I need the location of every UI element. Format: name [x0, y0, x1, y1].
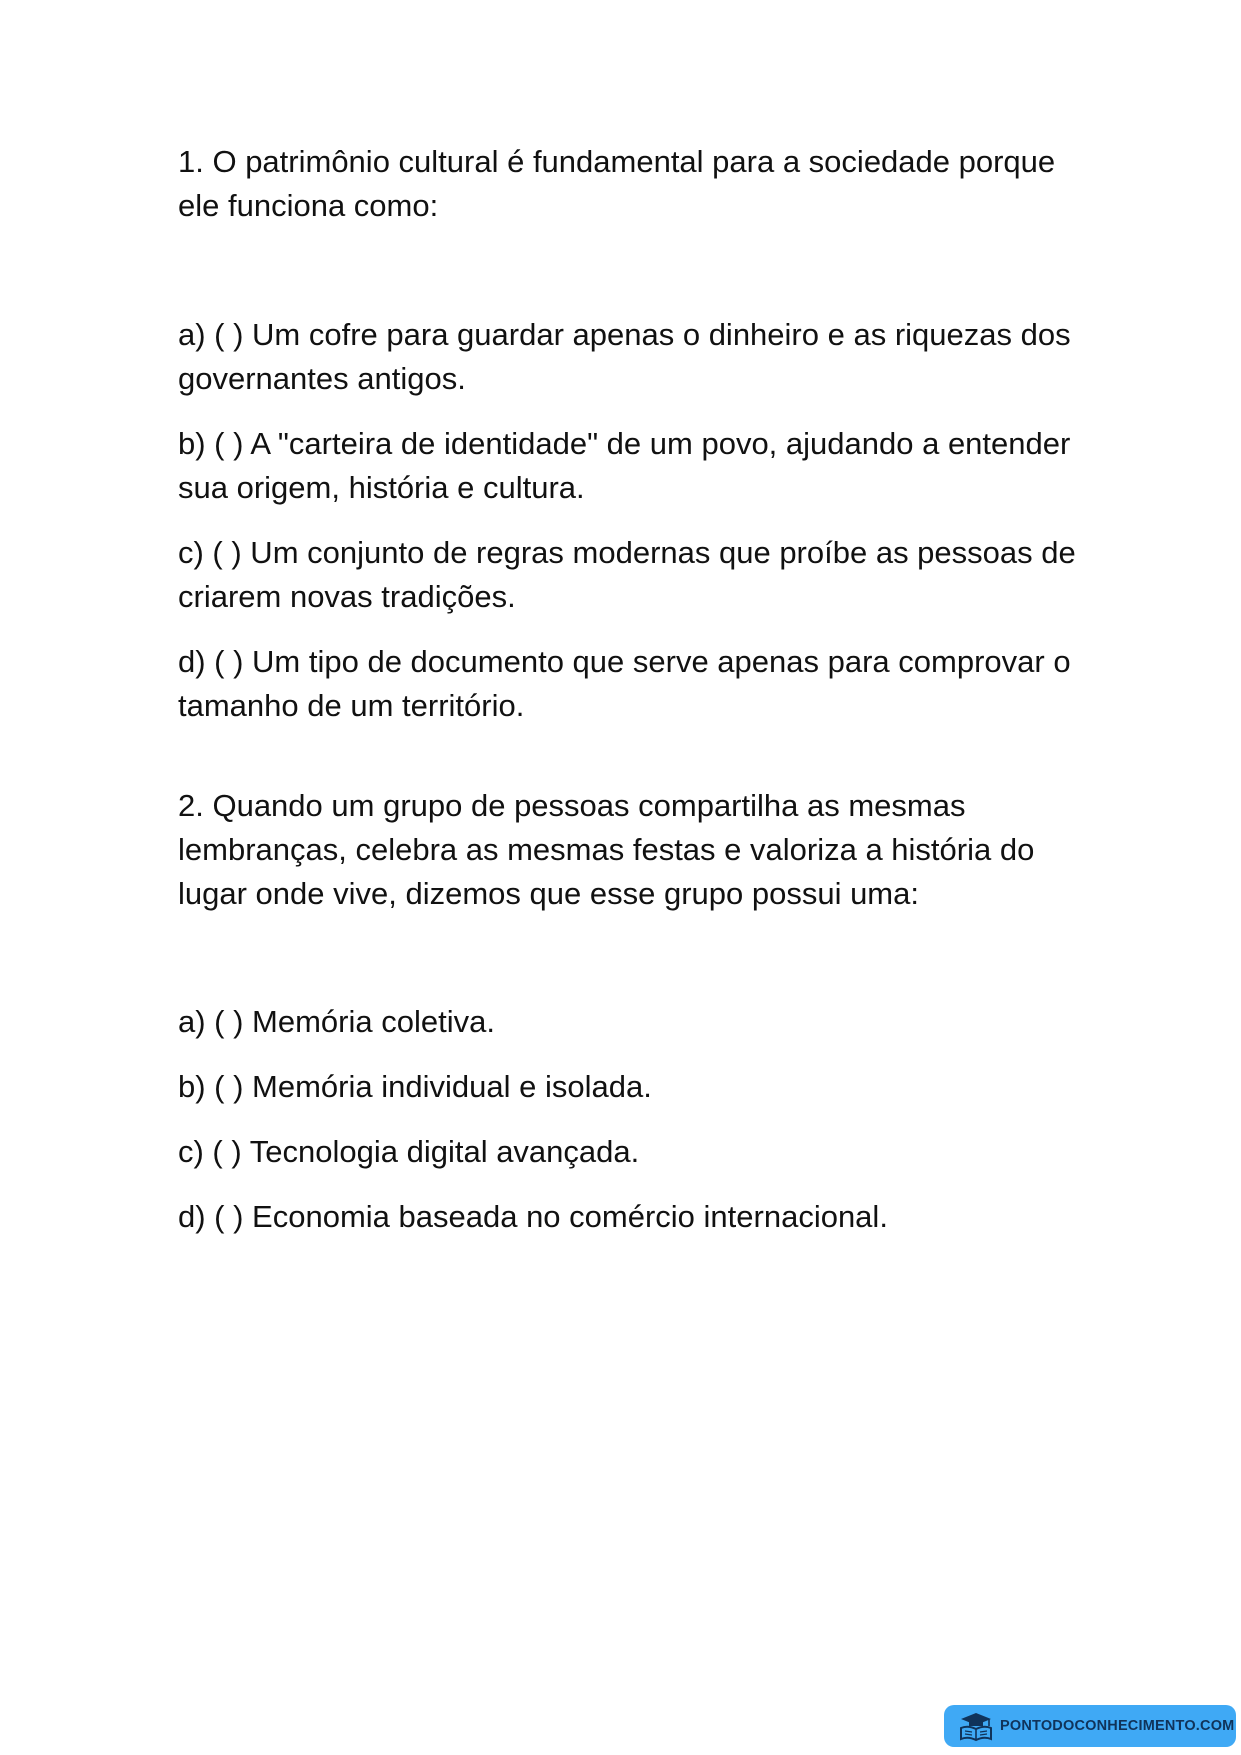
question-2-text: 2. Quando um grupo de pessoas compartilha as mesmas lembranças, celebra as mesmas festas e valoriza a história do lugar onde vive, dizemos que esse grupo possui uma: [178, 788, 1035, 911]
question-2-option-a: a) ( ) Memória coletiva. [178, 1004, 495, 1039]
worksheet-page [178, 140, 1078, 1260]
question-2-option-b: b) ( ) Memória individual e isolada. [178, 1069, 652, 1104]
question-2-options [178, 1000, 1078, 1239]
question-1-option-a: a) ( ) Um cofre para guardar apenas o dinheiro e as riquezas dos governantes antigos. [178, 317, 1071, 396]
question-1-text: 1. O patrimônio cultural é fundamental para a sociedade porque ele funciona como: [178, 144, 1056, 223]
question-1-option-c: c) ( ) Um conjunto de regras modernas que proíbe as pessoas de criarem novas tradições. [178, 535, 1076, 614]
site-logo-text: PONTODOCONHECIMENTO.COM [1000, 1718, 1235, 1734]
site-logo-badge[interactable] [944, 1705, 1236, 1747]
question-2-option-c: c) ( ) Tecnologia digital avançada. [178, 1134, 640, 1169]
question-1-options [178, 313, 1078, 728]
question-2-option-d: d) ( ) Economia baseada no comércio internacional. [178, 1199, 888, 1234]
question-1-option-b: b) ( ) A "carteira de identidade" de um povo, ajudando a entender sua origem, história e cultura. [178, 426, 1071, 505]
graduation-book-icon [956, 1710, 996, 1742]
question-1-option-d: d) ( ) Um tipo de documento que serve apenas para comprovar o tamanho de um território. [178, 644, 1071, 723]
